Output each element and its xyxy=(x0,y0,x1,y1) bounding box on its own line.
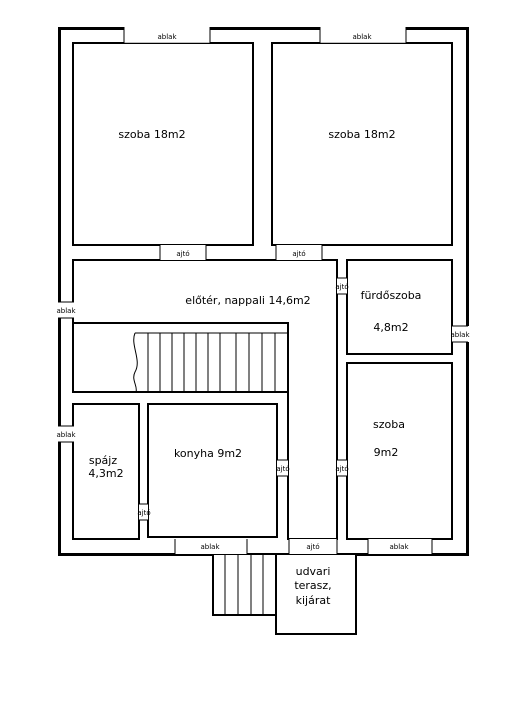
door-label: ajtó xyxy=(335,465,349,473)
window-label: ablak xyxy=(352,33,372,41)
door-label: ajtó xyxy=(335,283,349,291)
window-label: ablak xyxy=(200,543,220,551)
door-kitchen xyxy=(276,460,289,476)
room-bathroom[interactable] xyxy=(347,260,452,354)
room-label-bathroom: fürdőszoba xyxy=(360,289,422,302)
room-label-hall: előtér, nappali 14,6m2 xyxy=(185,294,311,307)
room-label-kitchen: konyha 9m2 xyxy=(173,447,243,460)
door-label: ajtó xyxy=(176,250,190,258)
room-kitchen[interactable] xyxy=(148,404,277,537)
staircase xyxy=(73,323,288,392)
window-bottom-room xyxy=(368,539,432,554)
room-label-pantry: spájz xyxy=(88,454,118,467)
window-bottom-kitchen xyxy=(175,539,247,554)
window-label: ablak xyxy=(56,307,76,315)
room-label-pantry-area: 4,3m2 xyxy=(88,467,124,480)
door-bathroom xyxy=(335,278,348,294)
window-left-hall xyxy=(56,302,76,318)
room-label-small-bedroom-area: 9m2 xyxy=(373,446,399,459)
entry-steps xyxy=(213,554,276,615)
door-bedroom-right xyxy=(276,245,322,260)
window-label: ablak xyxy=(56,431,76,439)
room-label-bedroom-left: szoba 18m2 xyxy=(118,128,186,141)
door-bedroom-left xyxy=(160,245,206,260)
window-label: ablak xyxy=(389,543,409,551)
window-right-bathroom xyxy=(450,326,470,342)
window-label: ablak xyxy=(450,331,470,339)
room-small-bedroom[interactable] xyxy=(347,363,452,539)
room-label-terrace-1: udvari xyxy=(295,565,331,578)
door-label: ajtó xyxy=(292,250,306,258)
room-bedroom-left[interactable] xyxy=(73,43,253,245)
window-top-right xyxy=(320,27,406,43)
room-label-terrace-3: kijárat xyxy=(295,594,331,607)
door-label: ajtó xyxy=(276,465,290,473)
room-label-small-bedroom: szoba xyxy=(373,418,405,431)
door-bottom-entry xyxy=(289,539,337,554)
room-label-terrace-2: terasz, xyxy=(294,579,332,592)
room-label-bathroom-area: 4,8m2 xyxy=(373,321,409,334)
window-top-left xyxy=(124,27,210,43)
door-label: ajtó xyxy=(137,509,151,517)
window-left-pantry xyxy=(56,426,76,442)
room-bedroom-right[interactable] xyxy=(272,43,452,245)
window-label: ablak xyxy=(157,33,177,41)
room-label-bedroom-right: szoba 18m2 xyxy=(328,128,396,141)
door-label: ajtó xyxy=(306,543,320,551)
door-small-bedroom xyxy=(335,460,348,476)
